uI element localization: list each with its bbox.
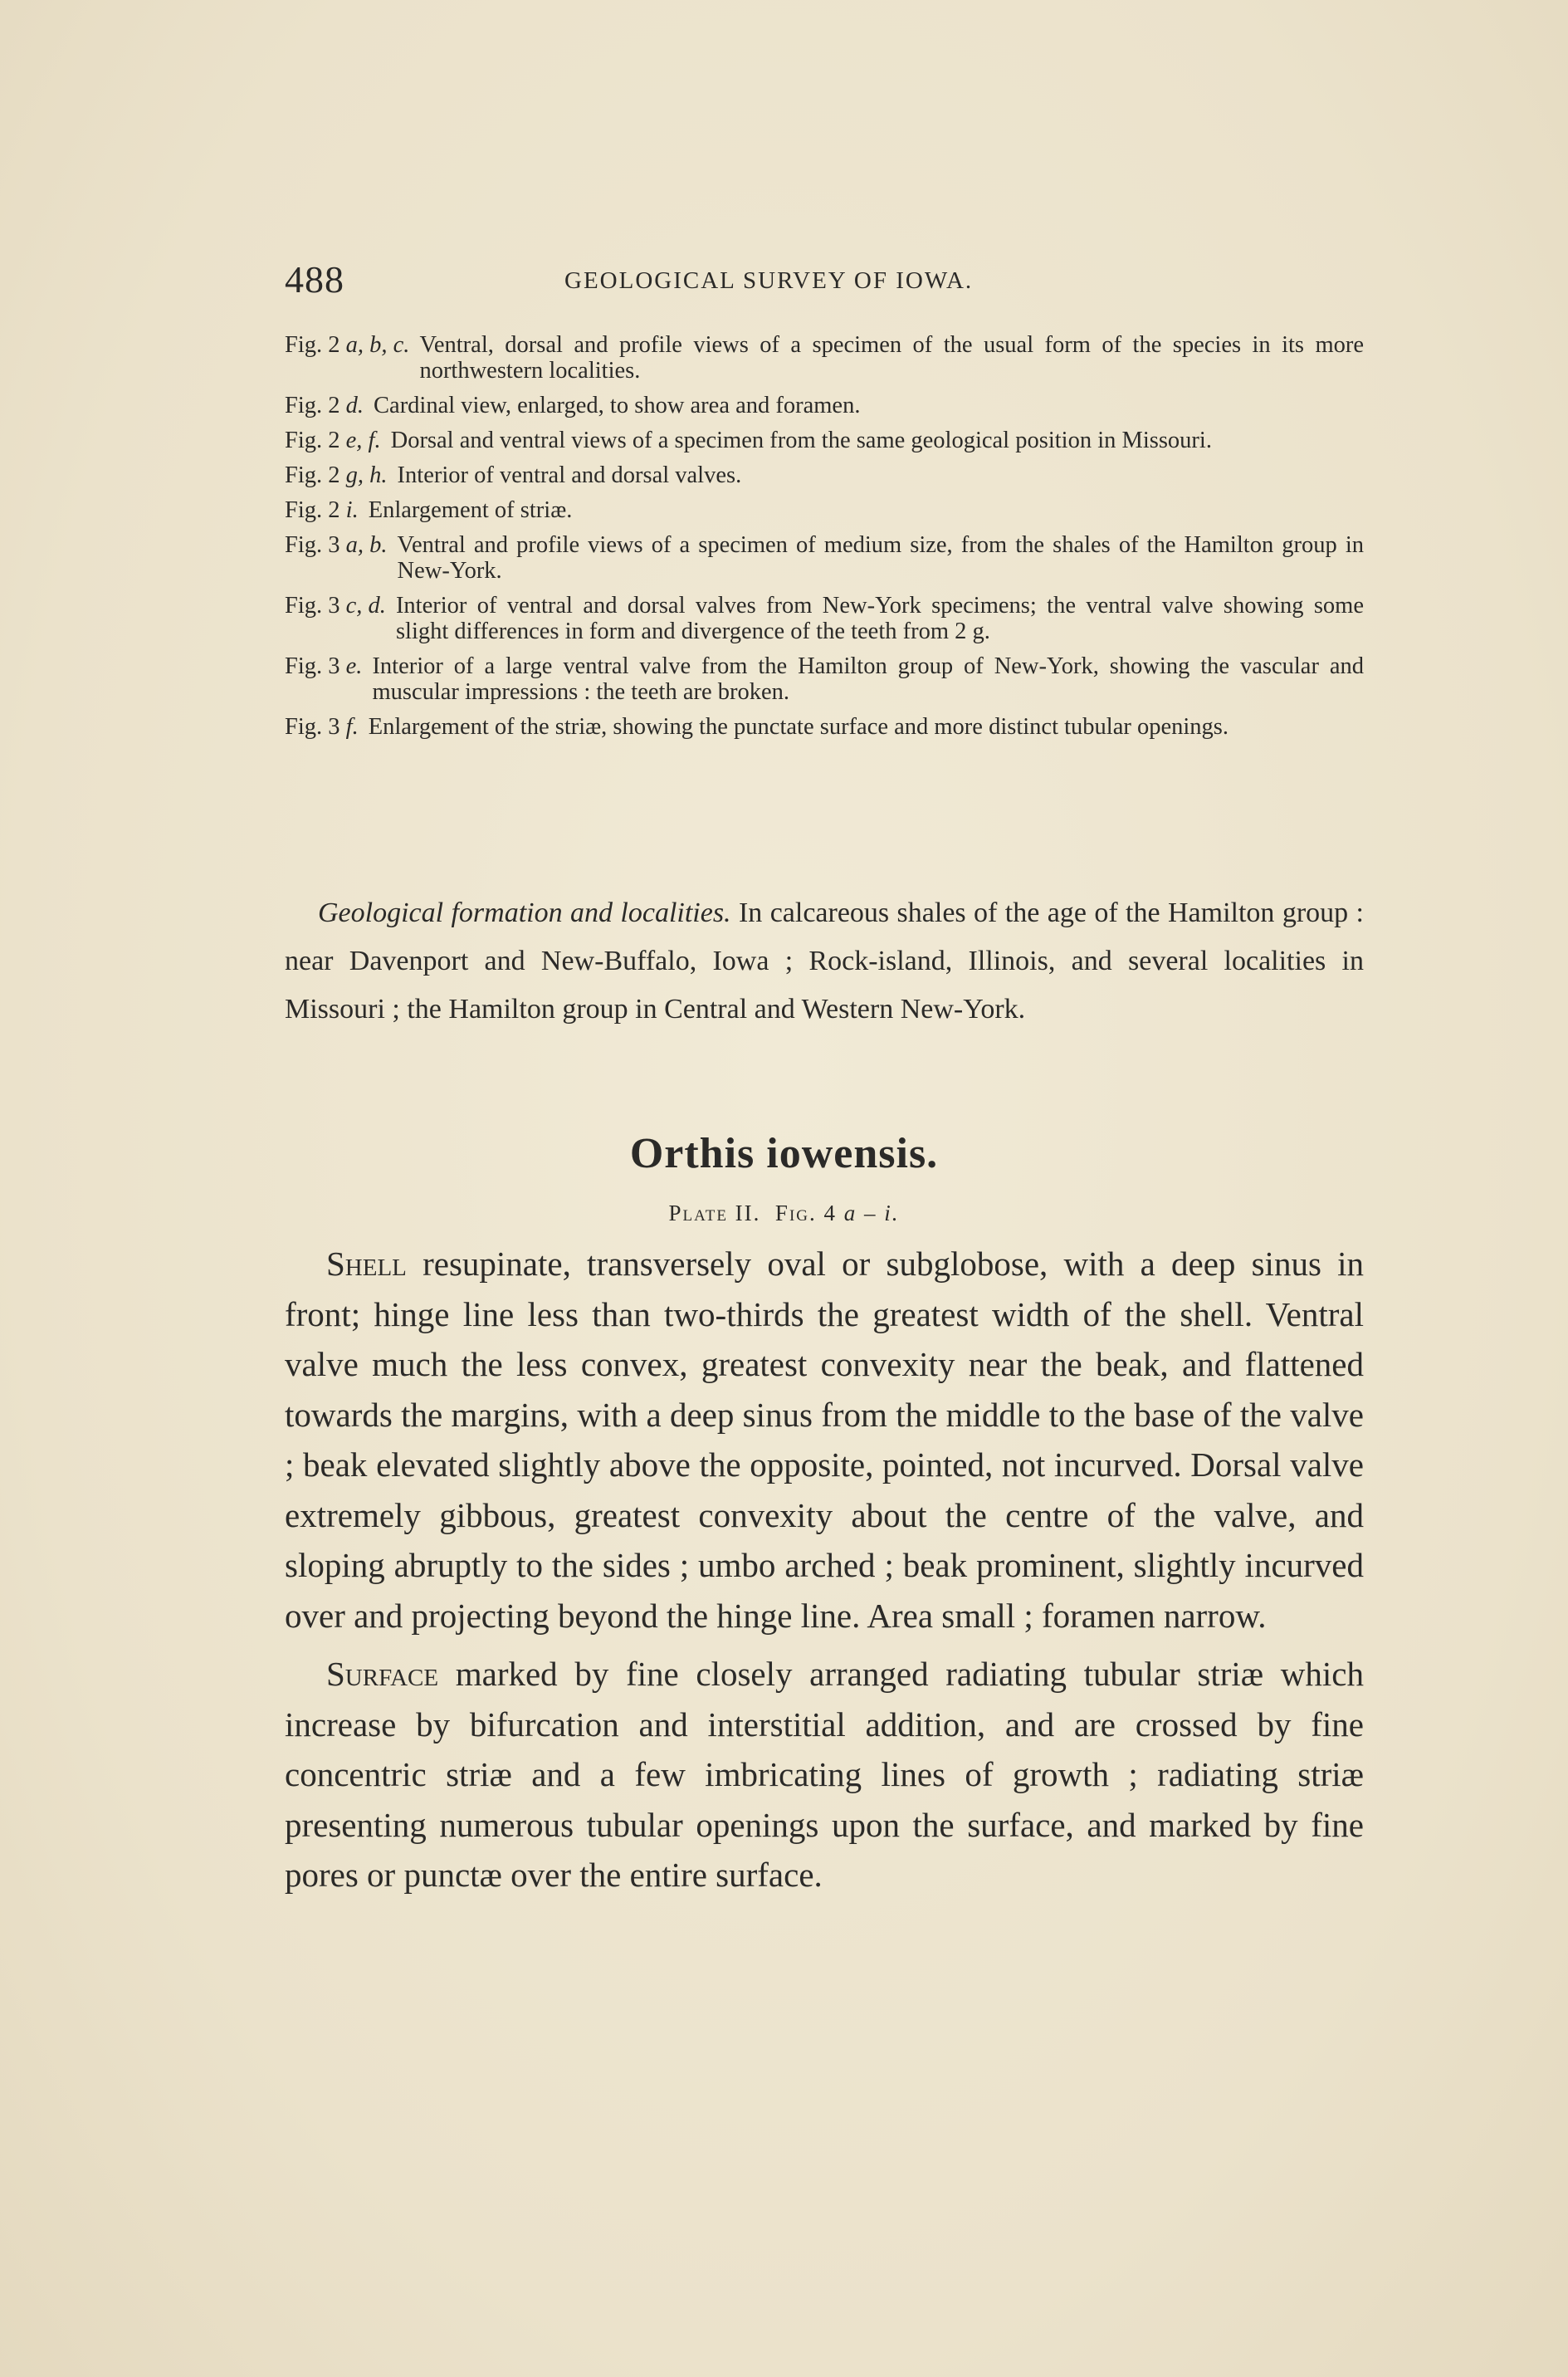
figure-description: Cardinal view, enlarged, to show area and foramen.	[374, 393, 861, 418]
figure-captions	[285, 332, 1364, 749]
figure-letters: a, b, c.	[345, 332, 410, 358]
figure-description: Interior of a large ventral valve from the Hamilton group of New-York, showing the vascular and muscular impressions : the teeth are broken.	[372, 653, 1364, 705]
figure-letters: d.	[345, 393, 364, 418]
fig-range: a – i.	[843, 1201, 900, 1225]
figure-number: Fig. 3	[285, 593, 340, 619]
figure-letters: i.	[345, 497, 359, 523]
figure-caption	[285, 462, 1364, 488]
running-head: GEOLOGICAL SURVEY OF IOWA.	[564, 267, 974, 294]
surface-text: marked by fine closely arranged radiating tubular striæ which increase by bifurcation and interstitial addition, and are crossed by fine concentric striæ and a few imbricating lines of growth ; radiating striæ presenting numerous tubular openings upon the surface, and marked by fine pores or punctæ over the entire surface.	[285, 1655, 1364, 1894]
fig-label: Fig. 4	[774, 1201, 837, 1225]
figure-caption	[285, 332, 1364, 384]
figure-letters: c, d.	[345, 593, 386, 619]
figure-letters: g, h.	[345, 462, 388, 488]
figure-number: Fig. 3	[285, 714, 340, 740]
figure-letters: f.	[345, 714, 359, 740]
figure-number: Fig. 3	[285, 653, 340, 679]
plate-reference	[0, 1201, 1568, 1226]
page-header	[285, 257, 1364, 307]
figure-letters: a, b.	[345, 532, 388, 558]
figure-number: Fig. 2	[285, 428, 340, 453]
figure-description: Dorsal and ventral views of a specimen from the same geological position in Missouri.	[390, 428, 1212, 453]
figure-caption	[285, 428, 1364, 453]
shell-lead: Shell	[326, 1245, 407, 1283]
locality-text: In calcareous shales of the age of the Hamilton group : near Davenport and New-Buffalo, Iowa ; Rock-island, Illinois, and several localities in Missouri ; the Hamilton group in Central and Western New-York.	[285, 897, 1364, 1025]
figure-caption	[285, 714, 1364, 740]
figure-description: Enlargement of striæ.	[368, 497, 573, 523]
locality-paragraph	[285, 889, 1364, 1034]
figure-description: Interior of ventral and dorsal valves from New-York specimens; the ventral valve showing some slight differences in form and divergence of the teeth from 2 g.	[395, 593, 1364, 644]
figure-caption	[285, 653, 1364, 705]
figure-number: Fig. 3	[285, 532, 340, 558]
figure-caption	[285, 593, 1364, 644]
shell-paragraph	[285, 1239, 1364, 1641]
shell-text: resupinate, transversely oval or subglobose, with a deep sinus in front; hinge line less than two-thirds the greatest width of the shell. Ventral valve much the less convex, greatest convexity near the beak, and flattened towards the margins, with a deep sinus from the middle to the base of the valve ; beak elevated slightly above the opposite, pointed, not incurved. Dorsal valve extremely gibbous, greatest convexity about the centre of the valve, and sloping abruptly to the sides ; umbo arched ; beak prominent, slightly incurved over and projecting beyond the hinge line. Area small ; foramen narrow.	[285, 1245, 1365, 1635]
figure-number: Fig. 2	[285, 462, 340, 488]
page-number: 488	[285, 258, 344, 301]
plate-label: Plate II.	[668, 1201, 761, 1225]
figure-caption	[285, 393, 1364, 418]
description-body	[285, 1239, 1364, 1909]
figure-letters: e, f.	[345, 428, 381, 453]
figure-number: Fig. 2	[285, 332, 340, 358]
figure-caption	[285, 497, 1364, 523]
surface-lead: Surface	[326, 1655, 439, 1693]
figure-number: Fig. 2	[285, 497, 340, 523]
locality-lead: Geological formation and localities.	[318, 897, 731, 928]
figure-letters: e.	[345, 653, 363, 679]
surface-paragraph	[285, 1649, 1364, 1900]
figure-description: Ventral and profile views of a specimen of medium size, from the shales of the Hamilton group in New-York.	[397, 532, 1364, 584]
species-title: Orthis iowensis.	[629, 1130, 939, 1177]
figure-description: Enlargement of the striæ, showing the punctate surface and more distinct tubular openings.	[368, 714, 1229, 740]
figure-description: Interior of ventral and dorsal valves.	[397, 462, 742, 488]
figure-description: Ventral, dorsal and profile views of a specimen of the usual form of the species in its more northwestern localities.	[419, 332, 1364, 384]
figure-caption	[285, 532, 1364, 584]
figure-number: Fig. 2	[285, 393, 340, 418]
